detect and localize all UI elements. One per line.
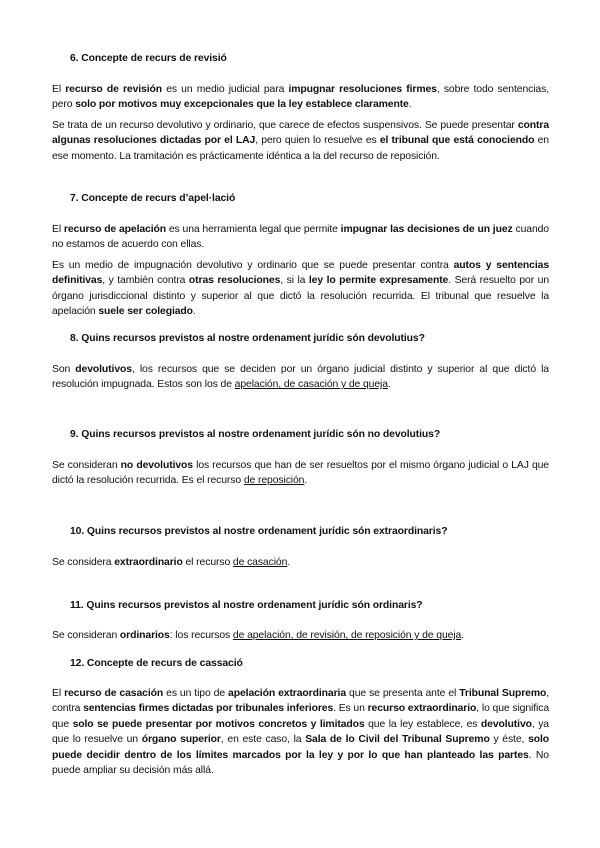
paragraph-11-1: Se consideran ordinarios: los recursos de apelación, de revisión, de reposición y de queja. [52, 630, 464, 641]
heading-section-6: 6. Concepte de recurs de revisió [70, 53, 227, 64]
heading-section-11: 11. Quins recursos previstos al nostre ordenament jurídic són ordinaris? [70, 600, 423, 611]
paragraph-9-1: Se consideran no devolutivos los recursos que han de ser resueltos por el mismo órgano judicial o LAJ que dictó la resolución recurrida. Es el recurso de reposición. [52, 460, 549, 487]
heading-section-8: 8. Quins recursos previstos al nostre ordenament jurídic són devolutius? [70, 333, 425, 344]
paragraph-6-1: El recurso de revisión es un medio judicial para impugnar resoluciones firmes, sobre todo sentencias, pero solo por motivos muy excepcionales que la ley establece claramente. [52, 84, 549, 111]
heading-section-10: 10. Quins recursos previstos al nostre ordenament jurídic són extraordinaris? [70, 526, 448, 537]
heading-section-7: 7. Concepte de recurs d’apel·lació [70, 193, 236, 204]
paragraph-7-1: El recurso de apelación es una herramienta legal que permite impugnar las decisiones de un juez cuando no estamos de acuerdo con ellas. [52, 224, 549, 251]
paragraph-7-2: Es un medio de impugnación devolutivo y ordinario que se puede presentar contra autos y sentencias definitivas, y también contra otras resoluciones, si la ley lo permite expresamente. Será resuelto por un órgano jurisdiccional distinto y superior al que dictó la resolución recurrida. El tribunal que resuelve la apelación suele ser colegiado. [52, 260, 549, 318]
paragraph-8-1: Son devolutivos, los recursos que se deciden por un órgano judicial distinto y superior al que dictó la resolución impugnada. Estos son los de apelación, de casación y de queja. [52, 364, 549, 391]
paragraph-10-1: Se considera extraordinario el recurso de casación. [52, 557, 291, 568]
heading-section-12: 12. Concepte de recurs de cassació [70, 658, 243, 669]
heading-section-9: 9. Quins recursos previstos al nostre ordenament jurídic són no devolutius? [70, 429, 441, 440]
paragraph-6-2: Se trata de un recurso devolutivo y ordinario, que carece de efectos suspensivos. Se puede presentar contra algunas resoluciones dictadas por el LAJ, pero quien lo resuelve es el tribunal que está conociendo en ese momento. La tramitación es prácticamente idéntica a la del recurso de reposición. [52, 120, 549, 162]
paragraph-12-1: El recurso de casación es un tipo de apelación extraordinaria que se presenta ante el Tribunal Supremo, contra sentencias firmes dictadas por tribunales inferiores. Es un recurso extraordinario, lo que significa que solo se puede presentar por motivos concretos y limitados que la ley establece, es devolutivo, ya que lo resuelve un órgano superior, en este caso, la Sala de lo Civil del Tribunal Supremo y éste, solo puede decidir dentro de los límites marcados por la ley y por lo que han planteado las partes. No puede ampliar su decisión más allá. [52, 688, 550, 777]
